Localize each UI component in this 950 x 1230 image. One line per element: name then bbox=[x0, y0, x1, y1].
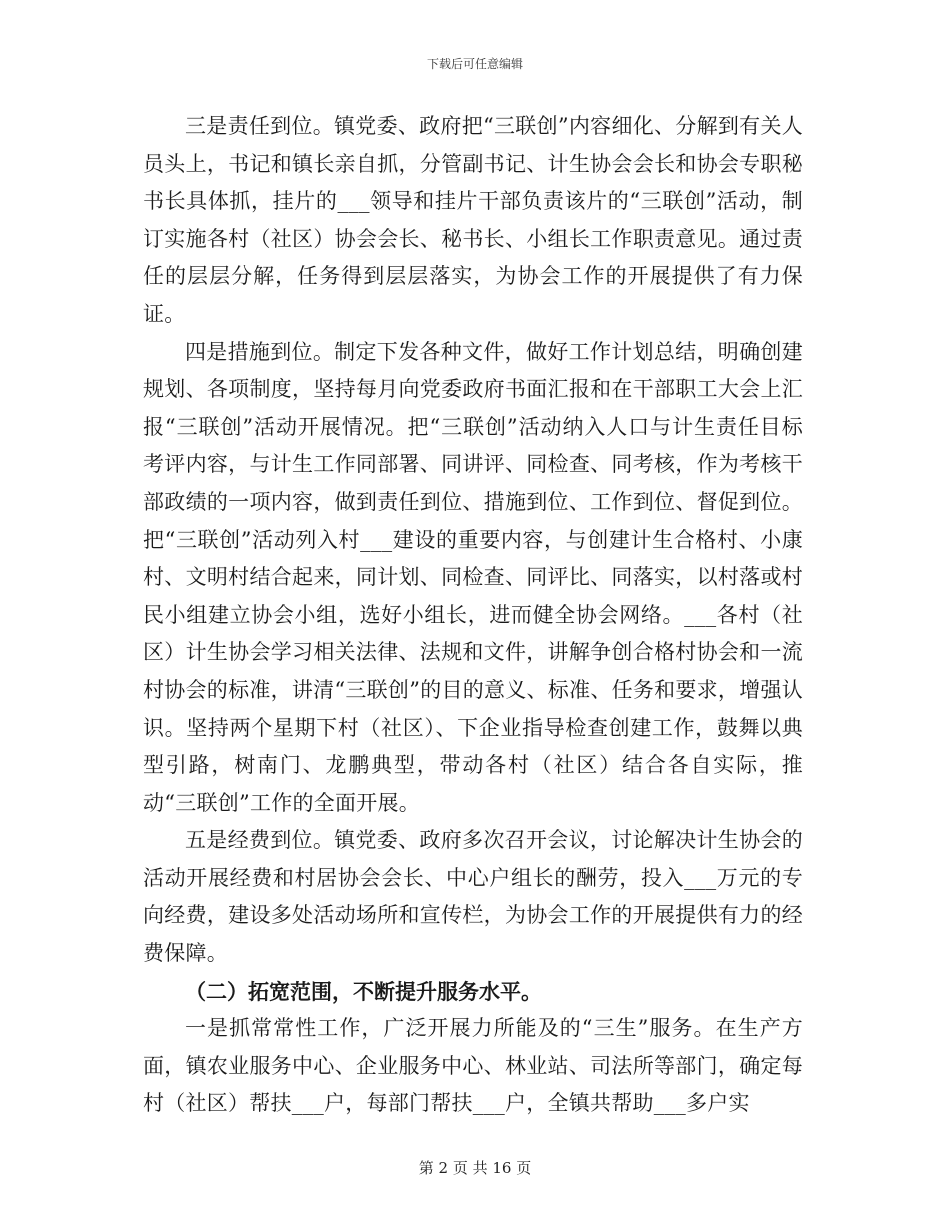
paragraph-funding: 五是经费到位。镇党委、政府多次召开会议，讨论解决计生协会的活动开展经费和村居协会会长、中心户组长的酬劳，投入___万元的专向经费，建设多处活动场所和宣传栏，为协会工作的开展提供有力的经费保障。 bbox=[143, 828, 803, 966]
paragraph-responsibility: 三是责任到位。镇党委、政府把“三联创”内容细化、分解到有关人员头上，书记和镇长亲自抓，分管副书记、计生协会会长和协会专职秘书长具体抓，挂片的___领导和挂片干部负责该片的“三联创”活动，制订实施各村（社区）协会会长、秘书长、小组长工作职责意见。通过责任的层层分解，任务得到层层落实，为协会工作的开展提供了有力保证。 bbox=[143, 114, 803, 326]
page-header-note: 下载后可任意编辑 bbox=[426, 57, 523, 71]
paragraph-services: 一是抓常常性工作，广泛开展力所能及的“三生”服务。在生产方面，镇农业服务中心、企业服务中心、林业站、司法所等部门，确定每村（社区）帮扶___户，每部门帮扶___户，全镇共帮助___多户实 bbox=[143, 1016, 803, 1116]
document-body bbox=[143, 108, 803, 1123]
paragraph-measures: 四是措施到位。制定下发各种文件，做好工作计划总结，明确创建规划、各项制度，坚持每月向党委政府书面汇报和在干部职工大会上汇报“三联创”活动开展情况。把“三联创”活动纳入人口与计生责任目标考评内容，与计生工作同部署、同讲评、同检查、同考核，作为考核干部政绩的一项内容，做到责任到位、措施到位、工作到位、督促到位。把“三联创”活动列入村___建设的重要内容，与创建计生合格村、小康村、文明村结合起来，同计划、同检查、同评比、同落实，以村落或村民小组建立协会小组，选好小组长，进而健全协会网络。___各村（社区）计生协会学习相关法律、法规和文件，讲解争创合格村协会和一流村协会的标准，讲清“三联创”的目的意义、标准、任务和要求，增强认识。坚持两个星期下村（社区）、下企业指导检查创建工作，鼓舞以典型引路，树南门、龙鹏典型，带动各村（社区）结合各自实际，推动“三联创”工作的全面开展。 bbox=[143, 339, 803, 815]
section-heading: （二）拓宽范围，不断提升服务水平。 bbox=[185, 978, 542, 1004]
page-number-footer: 第 2 页 共 16 页 bbox=[418, 1159, 532, 1177]
